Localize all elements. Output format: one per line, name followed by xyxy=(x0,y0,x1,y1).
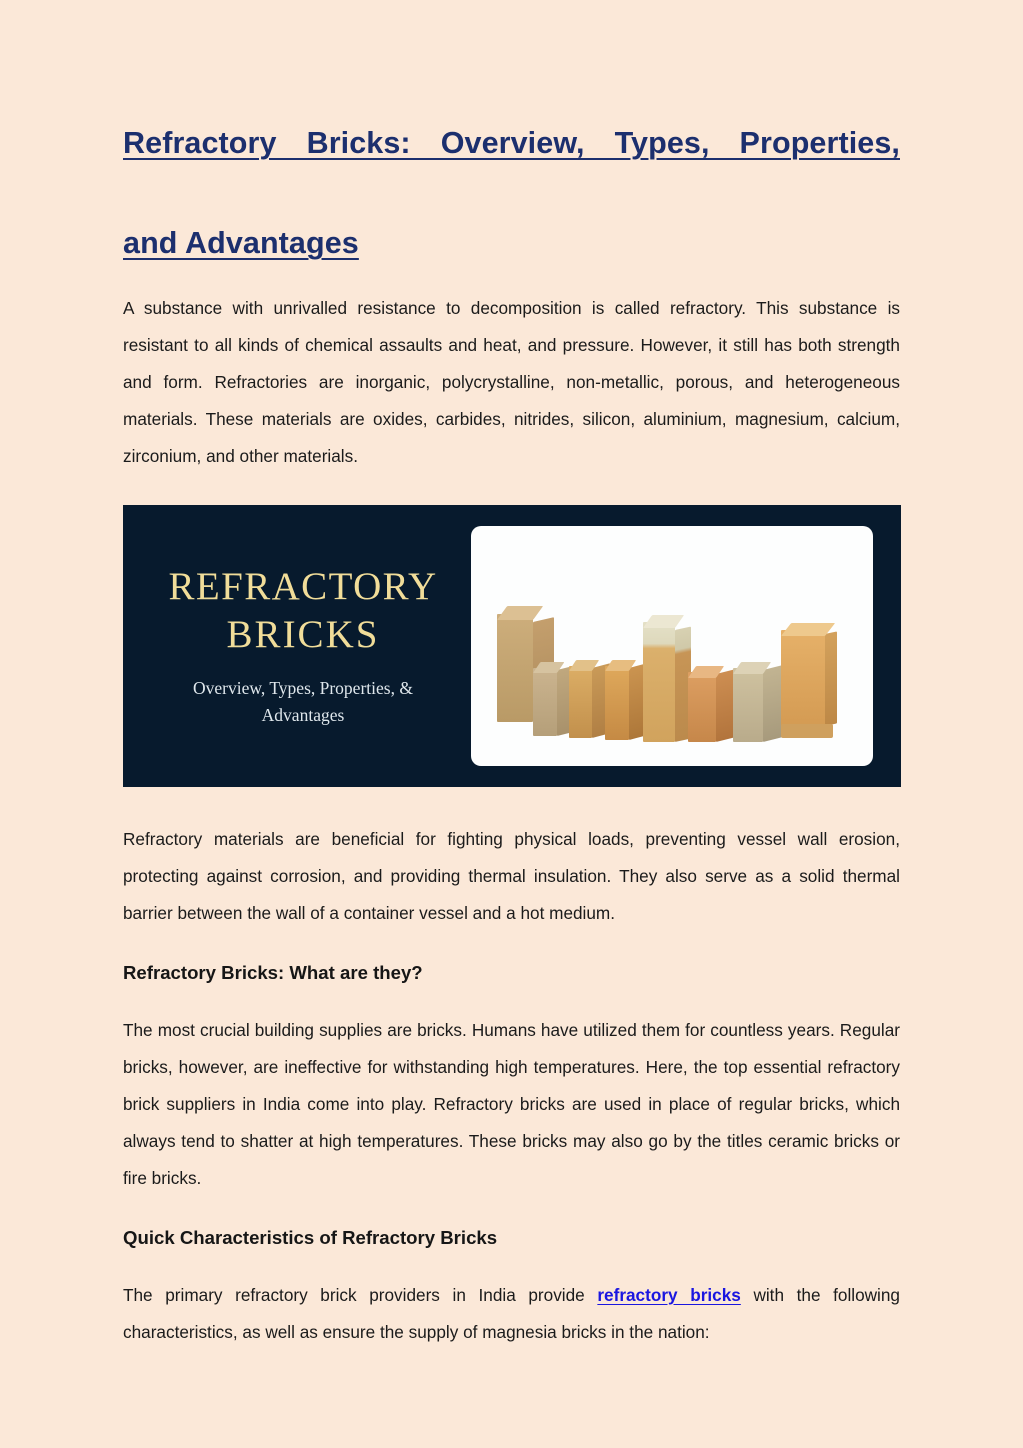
brick-face xyxy=(688,672,716,742)
refractory-bricks-link[interactable]: refractory bricks xyxy=(597,1285,741,1305)
banner-text-block xyxy=(123,505,473,787)
page-title-line-1: Refractory Bricks: Overview, Types, Properties, xyxy=(123,126,900,160)
spacer xyxy=(123,1197,900,1223)
characteristics-prefix: The primary refractory brick providers in India provide xyxy=(123,1285,598,1305)
brick-4 xyxy=(605,666,629,740)
characteristics-suffix: with the following characteristics, as well as ensure the supply of magnesia bricks in the nation: xyxy=(123,1285,900,1342)
brick-face xyxy=(533,668,557,736)
spacer xyxy=(123,988,900,1012)
brick-6 xyxy=(688,672,716,742)
spacer xyxy=(123,787,900,821)
spacer xyxy=(123,1253,900,1277)
brick-side xyxy=(825,631,837,726)
brick-1 xyxy=(497,614,533,722)
brick-foot xyxy=(781,724,833,738)
brick-3 xyxy=(569,666,592,738)
paragraph-intro: A substance with unrivalled resistance to decomposition is called refractory. This substance is resistant to all kinds of chemical assaults and heat, and pressure. However, it still has both strength and form. Refractories are inorganic, polycrystalline, non-metallic, porous, and heterogeneous materials. These materials are oxides, carbides, nitrides, silicon, aluminium, magnesium, calcium, zirconium, and other materials. xyxy=(123,298,900,466)
refractory-bricks-banner-image xyxy=(123,505,901,787)
brick-face xyxy=(605,666,629,740)
section-heading-what-are-they: Refractory Bricks: What are they? xyxy=(123,962,423,983)
brick-face xyxy=(497,614,533,722)
banner-title xyxy=(168,563,437,659)
paragraph-after-image: Refractory materials are beneficial for fighting physical loads, preventing vessel wall erosion, protecting against corrosion, and providing thermal insulation. They also serve as a solid thermal barrier between the wall of a container vessel and a hot medium. xyxy=(123,829,900,923)
page-title xyxy=(123,0,900,268)
brick-2 xyxy=(533,668,557,736)
brick-5 xyxy=(643,622,675,742)
brick-top xyxy=(643,615,684,628)
banner-title-line-1: REFRACTORY xyxy=(168,565,438,608)
paragraph-characteristics xyxy=(123,1277,900,1351)
brick-face xyxy=(643,622,675,742)
banner-title-line-2: BRICKS xyxy=(226,613,380,656)
brick-photo-card xyxy=(471,526,873,766)
banner-subtitle-line-1: Overview, Types, Properties, & xyxy=(193,678,413,698)
banner-subtitle xyxy=(193,675,413,729)
page-title-line-2: and Advantages xyxy=(123,226,359,260)
spacer xyxy=(123,932,900,958)
brick-face xyxy=(781,630,825,726)
paragraph-what-are-they: The most crucial building supplies are bricks. Humans have utilized them for countless years. Regular bricks, however, are ineffective for withstanding high temperatures. Here, the top essential refractory brick suppliers in India come into play. Refractory bricks are used in place of regular bricks, which always tend to shatter at high temperatures. These bricks may also go by the titles ceramic bricks or fire bricks. xyxy=(123,1020,900,1188)
brick-photo xyxy=(471,526,873,766)
section-heading-quick-characteristics: Quick Characteristics of Refractory Bricks xyxy=(123,1227,498,1248)
brick-7 xyxy=(733,668,763,742)
brick-top xyxy=(497,606,543,620)
brick-8 xyxy=(781,630,825,726)
banner-subtitle-line-2: Advantages xyxy=(261,705,345,725)
brick-face xyxy=(569,666,592,738)
brick-face xyxy=(733,668,763,742)
